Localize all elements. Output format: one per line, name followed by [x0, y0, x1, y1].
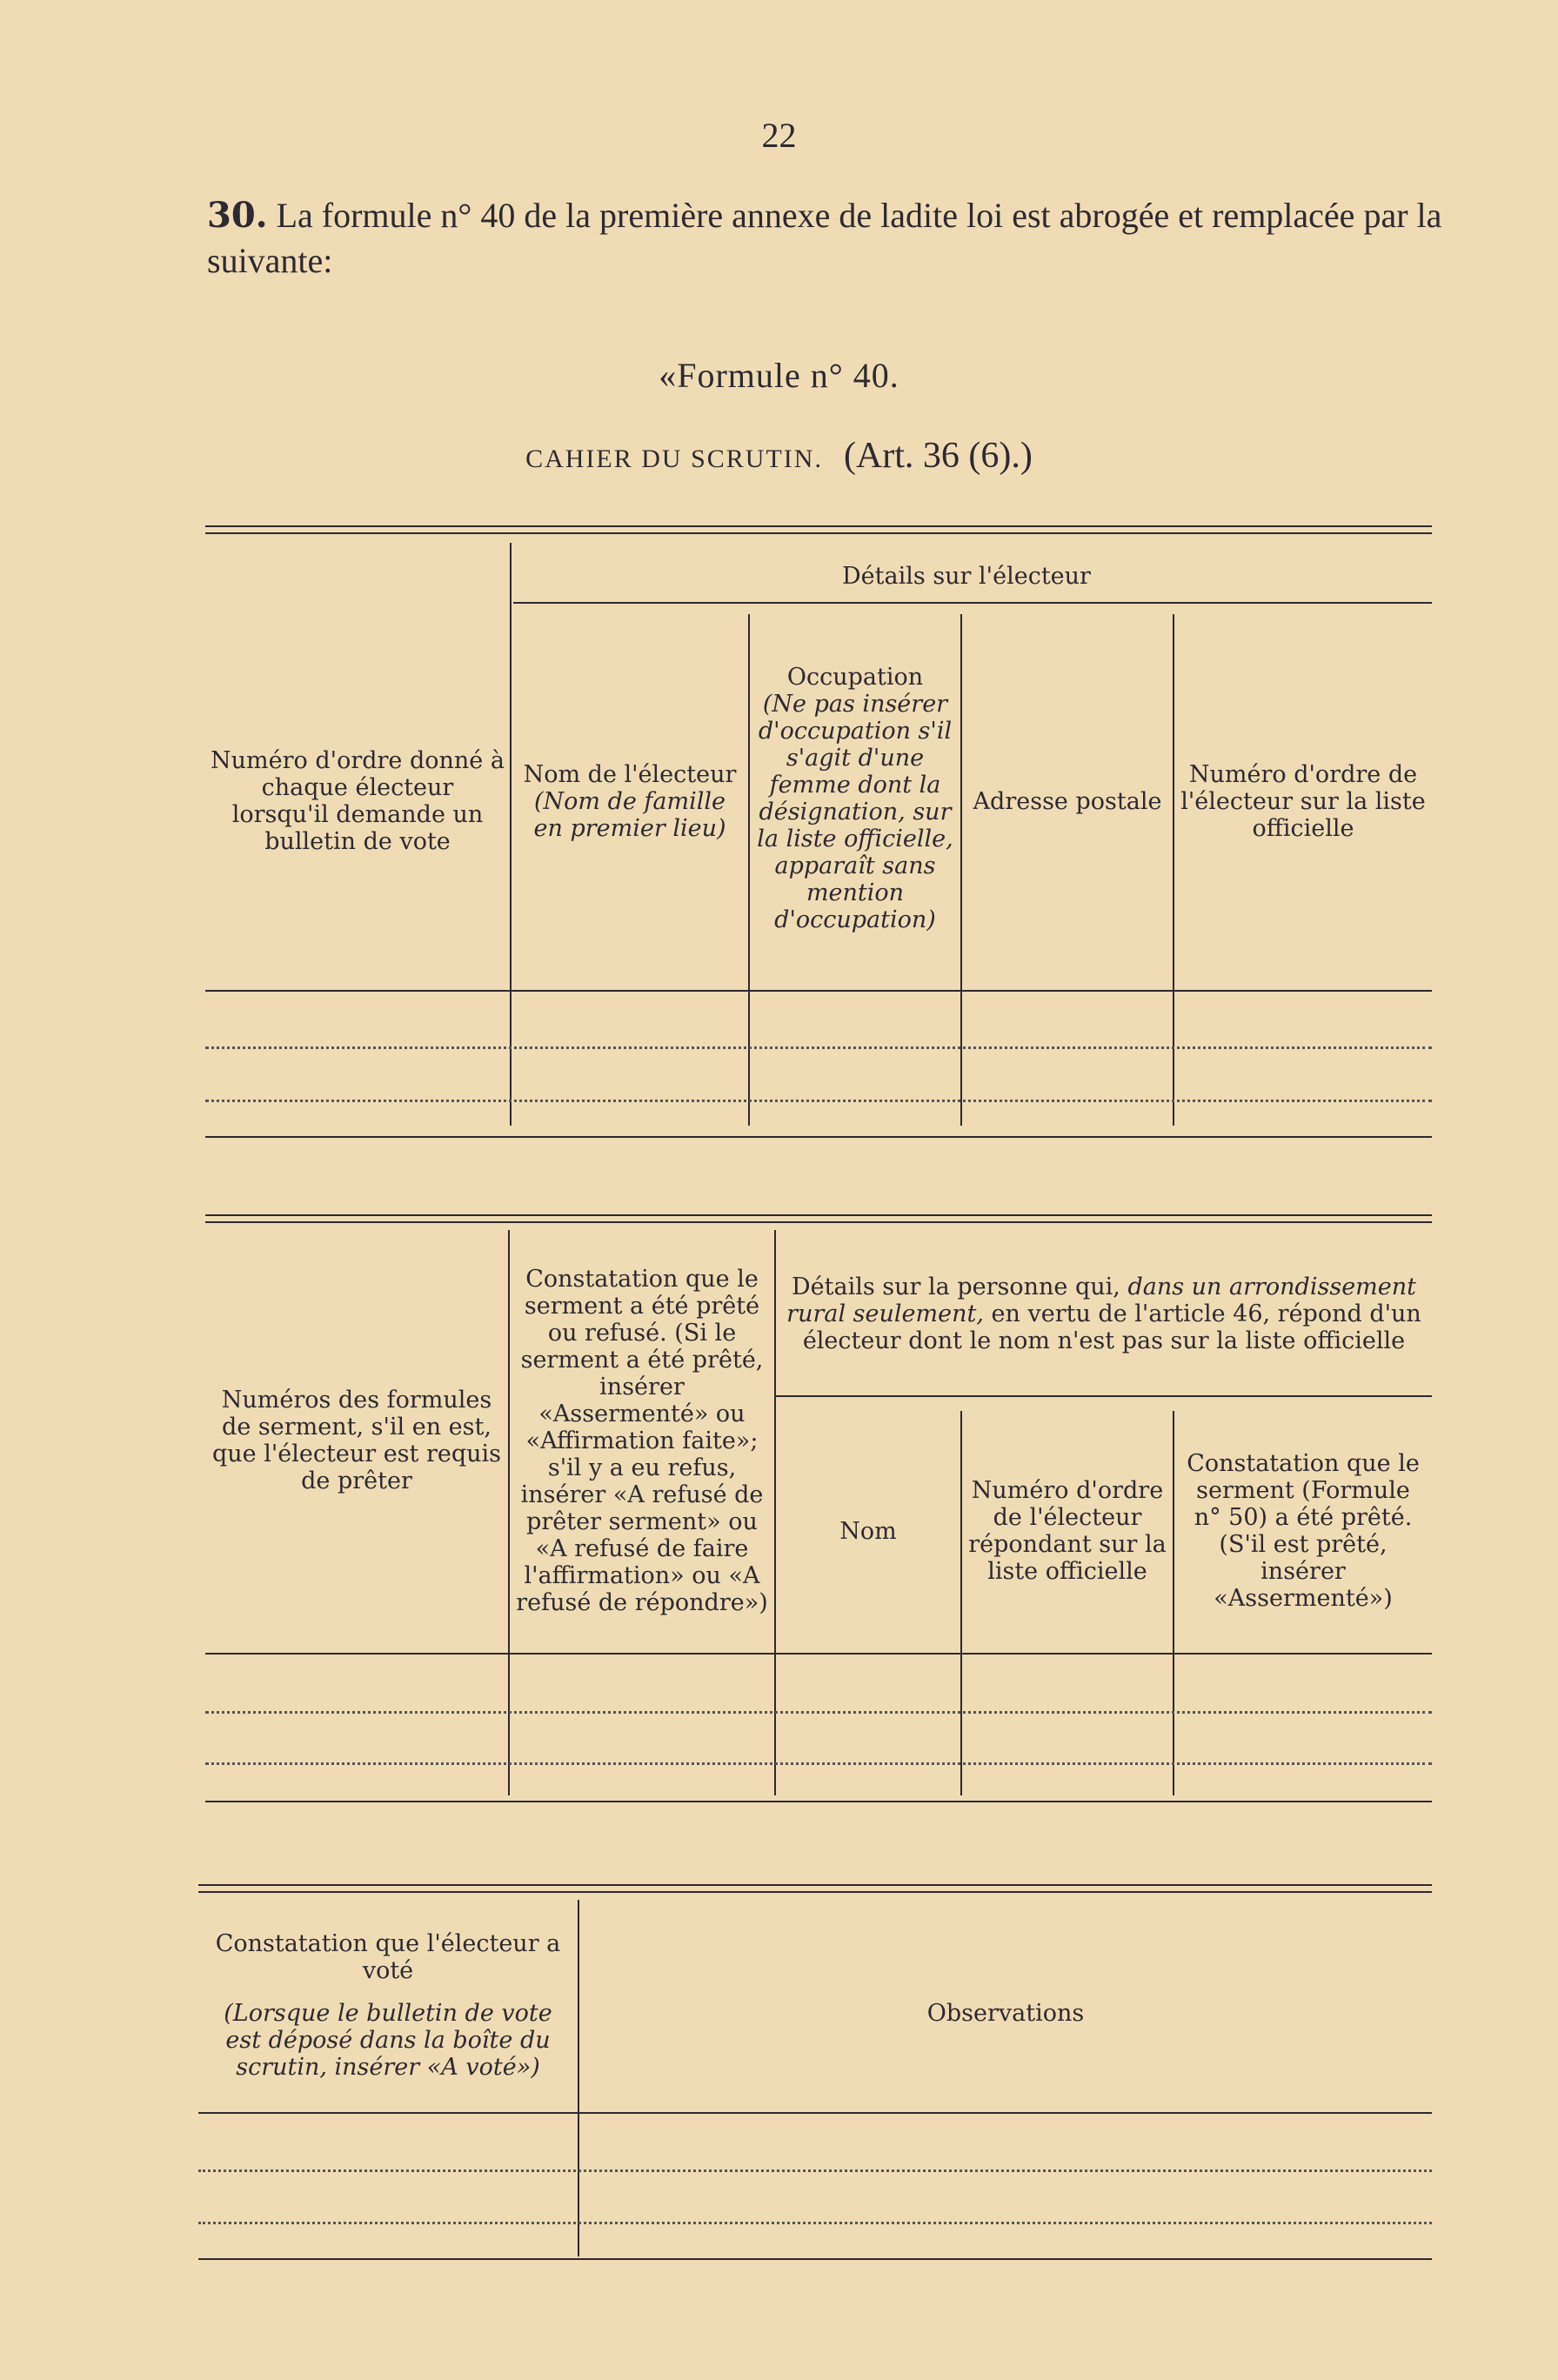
- header-constatation-serment: Constatation que le serment a été prêté ou refusé. (Si le serment a été prêté, insérer «Assermenté» ou «Affirmation faite»; s'il y a eu refus, insérer «A refusé de prêter serment» ou «A refusé de faire l'affirmation» ou «A refusé de répondre»): [516, 1265, 768, 1616]
- rule: [205, 1214, 1432, 1216]
- page-number: 22: [761, 116, 797, 155]
- column-divider: [578, 1900, 579, 2256]
- header-details-a: Détails sur la personne qui,: [792, 1273, 1120, 1300]
- rule: [198, 1884, 1432, 1886]
- header-details-personne: [776, 1235, 1432, 1392]
- section-number: 30.: [207, 195, 268, 236]
- intro-paragraph: [207, 193, 1442, 284]
- fill-line: [198, 2169, 1432, 2172]
- rule: [205, 525, 1432, 527]
- header-observations: Observations: [926, 1999, 1085, 2027]
- header-nom-electeur: [512, 614, 748, 988]
- rule: [198, 2258, 1432, 2260]
- header-occupation-note: (Ne pas insérer d'occupation s'il s'agit d'une femme dont la désignation, sur la liste officielle, apparaît sans mention d'occupation): [757, 691, 953, 933]
- rule: [774, 1395, 1432, 1397]
- header-details-c: en vertu de l'article 46, répond d'un électeur dont le nom n'est pas sur la liste officielle: [802, 1300, 1421, 1354]
- header-nom-main: Nom de l'électeur: [523, 760, 737, 788]
- rule: [205, 1221, 1432, 1223]
- header-nom: Nom: [839, 1517, 897, 1545]
- form-subtitle-row: [0, 435, 1558, 477]
- header-constatation-vote: [198, 1900, 578, 2110]
- rule: [205, 532, 1432, 534]
- header-vote-note: (Lorsque le bulletin de vote est déposé dans la boîte du scrutin, insérer «A voté»): [224, 1999, 552, 2081]
- rule: [198, 2112, 1432, 2114]
- rule: [205, 1653, 1432, 1655]
- header-numero-ordre: Numéro d'ordre donné à chaque électeur lorsqu'il demande un bulletin de vote: [211, 747, 505, 855]
- header-occupation-main: Occupation: [786, 664, 924, 691]
- header-details-personne-text: [781, 1274, 1427, 1354]
- header-constatation-formule: Constatation que le serment (Formule n° 50) a été prêté. (S'il est prêté, insérer «Assermenté»): [1187, 1450, 1420, 1612]
- intro-text: La formule n° 40 de la première annexe de ladite loi est abrogée et remplacée par la suivante:: [207, 196, 1442, 280]
- fill-line: [205, 1711, 1432, 1714]
- header-numero-liste: Numéro d'ordre de l'électeur sur la liste officielle: [1180, 760, 1426, 842]
- header-vote-main: Constatation que l'électeur a voté: [215, 1929, 561, 1984]
- fill-line: [205, 1762, 1432, 1765]
- header-details-electeur: Détails sur l'électeur: [842, 562, 1091, 590]
- rule: [198, 1891, 1432, 1893]
- rule: [205, 1136, 1432, 1138]
- form-article: (Art. 36 (6).): [843, 436, 1033, 476]
- header-numeros-formules: Numéros des formules de serment, s'il en est, que l'électeur est requis de prêter: [211, 1387, 502, 1494]
- rule: [205, 1801, 1432, 1802]
- header-adresse: Adresse postale: [973, 787, 1162, 815]
- rule: [205, 990, 1432, 992]
- form-title: «Formule n° 40.: [659, 356, 899, 395]
- header-occupation: [750, 609, 960, 988]
- fill-line: [205, 1100, 1432, 1102]
- header-numero-repondant: Numéro d'ordre de l'électeur répondant sur la liste officielle: [968, 1477, 1167, 1585]
- header-nom-note: (Nom de famille en premier lieu): [533, 787, 726, 842]
- header-details-b: dans un arrondissement rural seulement,: [786, 1273, 1416, 1327]
- fill-line: [198, 2222, 1432, 2224]
- fill-line: [205, 1046, 1432, 1049]
- form-subtitle: CAHIER DU SCRUTIN.: [525, 445, 823, 473]
- rule: [513, 602, 1432, 604]
